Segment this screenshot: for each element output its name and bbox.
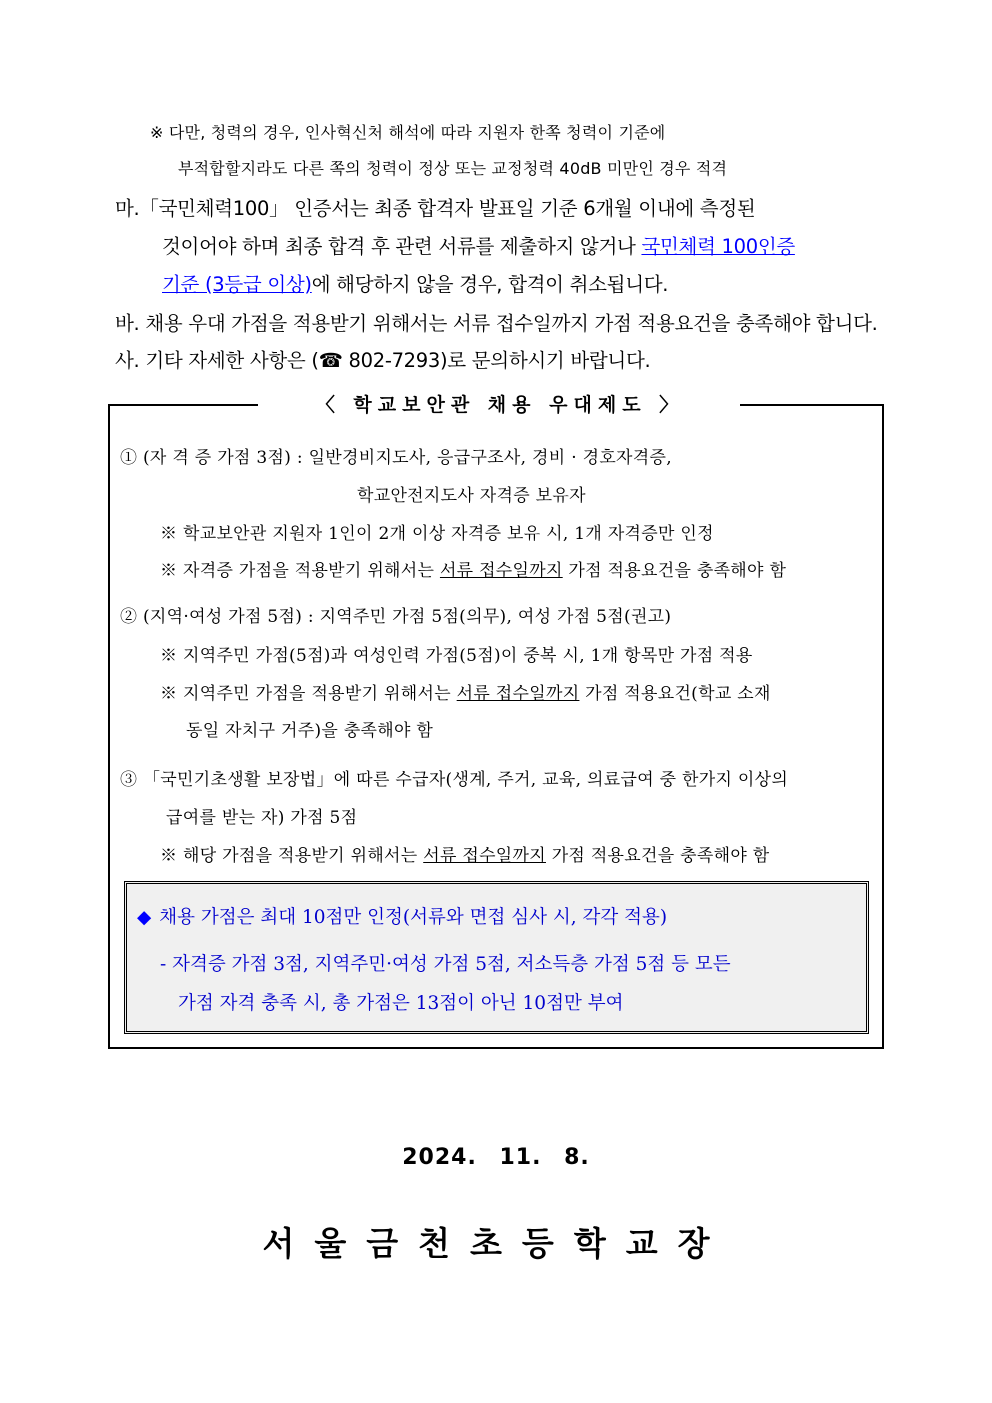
section2-note2: [160, 679, 771, 704]
section1-note1: ※ 학교보안관 지원자 1인이 2개 이상 자격증 보유 시, 1개 자격증만 인정: [160, 524, 714, 544]
section1-note2: [160, 556, 786, 581]
section3-note1-pre: ※ 해당 가점을 적용받기 위해서는: [160, 846, 424, 866]
section2-note2-line2: 동일 자치구 거주)을 충족해야 함: [186, 721, 434, 741]
fitness-certification-link[interactable]: 국민체력 100인증: [641, 235, 795, 258]
hearing-note-line1: ※ 다만, 청력의 경우, 인사혁신처 해석에 따라 지원자 한쪽 청력이 기준에: [150, 123, 666, 142]
section3-line2: 급여를 받는 자) 가점 5점: [166, 808, 358, 828]
section1-note2-pre: ※ 자격증 가점을 적용받기 위해서는: [160, 561, 440, 581]
section2-line1: ② (지역·여성 가점 5점) : 지역주민 가점 5점(의무), 여성 가점 5점(권고): [120, 607, 672, 627]
section1-line1: ① (자 격 증 가점 3점) : 일반경비지도사, 응급구조사, 경비 · 경호자격증,: [120, 448, 672, 468]
fitness-grade-link[interactable]: 기준 (3등급 이상): [162, 273, 312, 296]
summary-line1-text: 채용 가점은 최대 10점만 인정(서류와 면접 심사 시, 각각 적용): [159, 907, 668, 928]
section2-deadline-underlined: 서류 접수일까지: [456, 684, 580, 704]
item-ba: 바. 채용 우대 가점을 적용받기 위해서는 서류 접수일까지 가점 적용요건을 충족해야 합니다.: [115, 312, 878, 335]
summary-line2: - 자격증 가점 3점, 지역주민·여성 가점 5점, 저소득층 가점 5점 등 모든: [160, 954, 731, 975]
item-ma-line2-text: 것이어야 하며 최종 합격 후 관련 서류를 제출하지 않거나: [162, 235, 642, 258]
section2-note2-post: 가점 적용요건(학교 소재: [579, 684, 771, 704]
summary-line3: 가점 자격 충족 시, 총 가점은 13점이 아닌 10점만 부여: [178, 993, 624, 1014]
item-ma-line3: [162, 269, 668, 297]
hearing-note-line2: 부적합할지라도 다른 쪽의 청력이 정상 또는 교정청력 40dB 미만인 경우 적격: [178, 159, 728, 178]
section3-note1: [160, 841, 769, 866]
item-ma-line2: [162, 231, 795, 259]
preference-box-title: 〈 학교보안관 채용 우대제도 〉: [315, 394, 685, 416]
section1-line2: 학교안전지도사 자격증 보유자: [357, 486, 586, 506]
school-principal-signature: 서울금천초등학교장: [262, 1224, 730, 1263]
section3-deadline-underlined: 서류 접수일까지: [423, 846, 546, 866]
item-ma-line1: 마.「국민체력100」 인증서는 최종 합격자 발표일 기준 6개월 이내에 측정된: [115, 197, 756, 220]
item-ma-line3-text: 에 해당하지 않을 경우, 합격이 취소됩니다.: [311, 273, 669, 296]
section3-note1-post: 가점 적용요건을 충족해야 함: [545, 846, 770, 866]
section2-note1: ※ 지역주민 가점(5점)과 여성인력 가점(5점)이 중복 시, 1개 항목만 가점 적용: [160, 646, 753, 666]
diamond-bullet-icon: ◆: [137, 907, 152, 928]
section1-note2-post: 가점 적용요건을 충족해야 함: [562, 561, 787, 581]
section2-note2-pre: ※ 지역주민 가점을 적용받기 위해서는: [160, 684, 457, 704]
section1-deadline-underlined: 서류 접수일까지: [439, 561, 563, 581]
item-sa: 사. 기타 자세한 사항은 (☎ 802-7293)로 문의하시기 바랍니다.: [115, 349, 651, 372]
document-date: 2024. 11. 8.: [402, 1145, 590, 1170]
summary-line1: [137, 903, 667, 929]
section3-line1: ③ 「국민기초생활 보장법」에 따른 수급자(생계, 주거, 교육, 의료급여 중 한가지 이상의: [120, 770, 789, 790]
